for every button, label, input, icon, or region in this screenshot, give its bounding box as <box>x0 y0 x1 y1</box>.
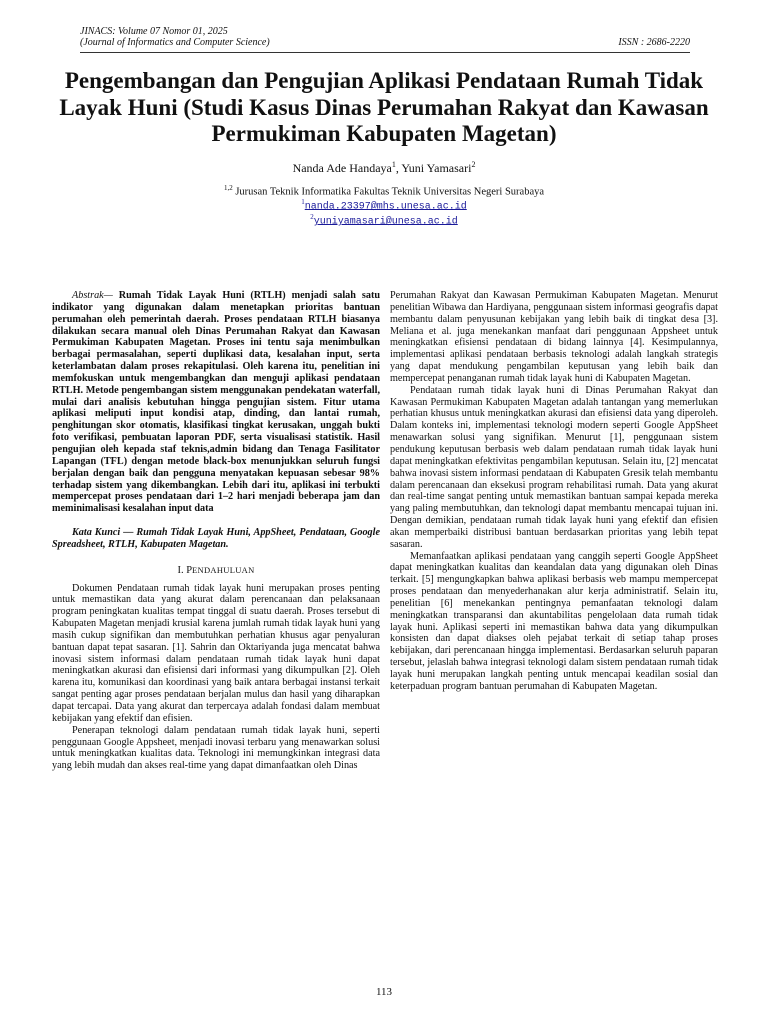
author-affil-mark: 2 <box>471 160 476 169</box>
abstract <box>52 290 380 515</box>
author-email <box>0 211 768 228</box>
body-paragraph: Penerapan teknologi dalam pendataan rumah tidak layak huni, seperti penggunaan Google Appsheet, menjadi inovasi terbaru yang menawarkan solusi untuk meningkatkan kualitas data. Teknologi ini memungkinkan integrasi data yang lebih mudah dan akses real-time yang dapat dimanfaatkan oleh Dinas <box>52 724 380 772</box>
left-column <box>52 290 380 772</box>
body-paragraph: Perumahan Rakyat dan Kawasan Permukiman Kabupaten Magetan. Menurut penelitian Wibawa dan Hardiyana, penggunaan sistem informasi geografis dapat membantu dalam penyusunan kebijakan yang lebih baik di tingkat desa [3]. Meliana et al. juga menekankan manfaat dari penggunaan Appsheet untuk meningkatkan efisiensi pendataan di bidang lainnya [4]. Kesimpulannya, implementasi aplikasi pendataan berbasis teknologi adalah langkah strategis yang dapat mendukung pengambilan keputusan yang lebih baik dan mempercepat penanganan rumah tidak layak huni di Kabupaten Magetan. <box>390 290 718 384</box>
running-header <box>80 26 690 48</box>
body-paragraph: Memanfaatkan aplikasi pendataan yang canggih seperti Google AppSheet dapat meningkatkan kualitas dan keandalan data yang digunakan oleh Dinas terkait. [5] mengungkapkan bahwa aplikasi berbasis web mampu mempercepat proses pendataan dan menyederhanakan alur kerja administratif. Selain itu, penelitian [6] menekankan pentingnya pemanfaatan teknologi dalam meningkatkan transparansi dan akuntabilitas pengelolaan data rumah tidak layak huni. Aplikasi seperti ini memastikan bahwa data yang dikumpulkan konsisten dan dapat diakses oleh pejabat terkait di setiap tahap proses kebijakan, dari perencanaan hingga implementasi. Berdasarkan seluruh paparan tersebut, jelaslah bahwa integrasi teknologi dalam sistem pendataan rumah tidak layak huni merupakan langkah penting untuk mencapai keadilan sosial dan keterpaduan program bantuan perumahan di Kabupaten Magetan. <box>390 550 718 692</box>
page-number: 113 <box>375 986 393 998</box>
abstract-label: Abstrak— <box>72 290 113 301</box>
section-title-initial: P <box>186 564 193 576</box>
email-mark: 1 <box>301 198 305 206</box>
email-link[interactable]: nanda.23397@mhs.unesa.ac.id <box>304 201 467 213</box>
author-name: Nanda Ade Handaya <box>292 161 392 175</box>
affiliation-mark: 1,2 <box>223 184 233 192</box>
header-divider <box>80 52 690 53</box>
paper-title: Pengembangan dan Pengujian Aplikasi Pendataan Rumah Tidak Layak Huni (Studi Kasus Dinas Perumahan Rakyat dan Kawasan Permukiman Kabupaten Magetan) <box>59 68 709 146</box>
body-paragraph: Dokumen Pendataan rumah tidak layak huni merupakan proses penting untuk memastikan data yang akurat dalam perencanaan dan pelaksanaan program peningkatan kualitas tempat tinggal di suatu daerah. Proses tersebut di Kabupaten Magetan menjadi krusial karena jumlah rumah tidak layak huni yang masih cukup signifikan dan membutuhkan perhatian khusus agar penyaluran bantuan dapat tepat sasaran. [1]. Sahrin dan Oktariyanda juga mencatat bahwa inovasi sistem informasi dalam pendataan rumah tidak layak huni dapat meningkatkan akurasi dan efisiensi dari informasi yang dikumpulkan [2]. Oleh karena itu, komunikasi dan koordinasi yang baik antara berbagai instansi terkait sangat penting agar proses pendataan berjalan mulus dan hasil yang diharapkan dapat tercapai. Data yang akurat dan terpercaya adalah fondasi dalam membuat kebijakan yang efektif dan efisien. <box>52 582 380 724</box>
journal-issn: ISSN : 2686-2220 <box>618 37 690 48</box>
email-mark: 2 <box>310 213 314 221</box>
section-number: I. <box>177 564 184 576</box>
author-affil-mark: 1 <box>391 160 396 169</box>
email-link[interactable]: yuniyamasari@unesa.ac.id <box>313 216 458 228</box>
affiliation-text: Jurusan Teknik Informatika Fakultas Teknik Universitas Negeri Surabaya <box>232 186 545 198</box>
author-separator: , <box>395 161 402 175</box>
section-title-rest: ENDAHULUAN <box>192 564 255 575</box>
journal-volume: JINACS: Volume 07 Nomor 01, 2025 <box>80 26 228 37</box>
abstract-text: Rumah Tidak Layak Huni (RTLH) menjadi salah satu indikator yang digunakan dalam menetapkan prioritas bantuan perumahan oleh pemerintah daerah. Proses pendataan RTLH biasanya dilakukan secara manual oleh Dinas Perumahan Rakyat dan Kawasan Permukiman Kabupaten Magetan. Proses ini tentu saja menimbulkan berbagai permasalahan, seperti duplikasi data, kesalahan input, serta keterlambatan dalam proses rekapitulasi. Oleh karena itu, penelitian ini memfokuskan untuk mengembangkan dan menguji aplikasi pendataan RTLH. Metode pengembangan sistem menggunakan pendekatan waterfall, mulai dari analisis kebutuhan hingga pengujian sistem. Fitur utama aplikasi meliputi input kondisi atap, dinding, dan lantai rumah, penghitungan skor otomatis, klasifikasi tingkat kerusakan, unggah bukti foto verifikasi, pembuatan laporan PDF, serta visualisasi statistik. Hasil pengujian oleh kepada staf teknis,admin bidang dan Tenaga Fasilitator Lapangan (TFL) dengan metode black-box menunjukkan seluruh fungsi berjalan dengan baik dan pengguna menyatakan kepuasan sebesar 98% terhadap sistem yang dikembangkan. Lebih dari itu, aplikasi ini terbukti mempercepat proses pendataan dari 1–2 hari menjadi beberapa jam dan meminimalisasi kesalahan input data <box>52 290 380 515</box>
body-paragraph: Pendataan rumah tidak layak huni di Dinas Perumahan Rakyat dan Kawasan Permukiman Kabupaten Magetan adalah tantangan yang memerlukan perhatian khusus untuk meningkatkan akurasi dan efisiensi data yang diperoleh. Dalam konteks ini, implementasi teknologi modern seperti Google AppSheet menawarkan solusi yang signifikan. Menurut [1], penggunaan sistem pendukung keputusan berbasis web dalam pendataan rumah tidak layak huni dapat meningkatkan efektivitas pengambilan keputusan. Selain itu, [2] mencatat bahwa inovasi sistem informasi pendataan di Kabupaten Gresik telah membantu dalam perencanaan dan eksekusi program rehabilitasi rumah. Data yang akurat dan real-time sangat penting untuk memastikan bantuan sampai kepada mereka yang paling membutuhkan, dan teknologi dapat membantu mencapai tujuan ini. Dengan demikian, pendataan rumah tidak layak huni yang efektif dan efisien akan memperbaiki distribusi bantuan berdasarkan prioritas yang lebih tepat sasaran. <box>390 384 718 550</box>
section-heading <box>52 565 380 577</box>
journal-name: (Journal of Informatics and Computer Science) <box>80 37 270 48</box>
right-column <box>390 290 718 693</box>
keywords: Kata Kunci — Rumah Tidak Layak Huni, AppSheet, Pendataan, Google Spreadsheet, RTLH, Kabupaten Magetan. <box>52 527 380 550</box>
author-line <box>0 158 768 175</box>
author-name: Yuni Yamasari <box>401 161 472 175</box>
